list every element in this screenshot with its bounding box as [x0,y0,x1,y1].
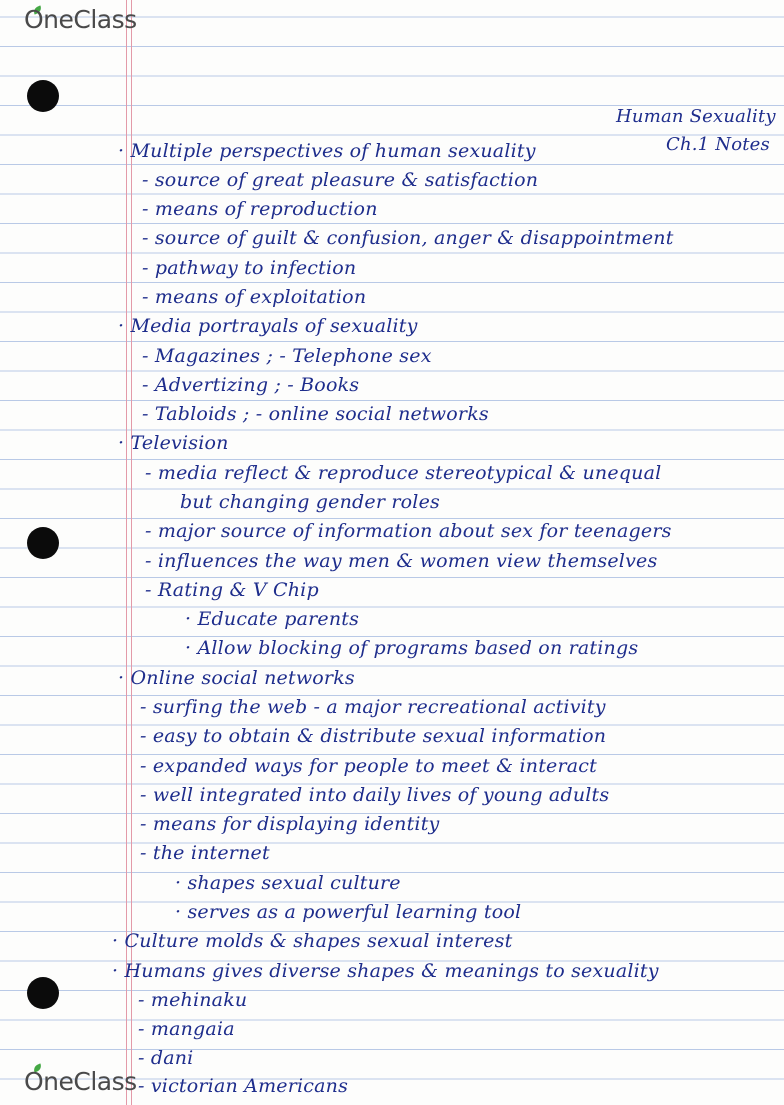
note-line-17: · Educate parents [185,608,360,630]
note-line-25: - the internet [140,842,270,864]
note-line-18: · Allow blocking of programs based on ratings [185,637,639,659]
note-line-9: - Advertizing ; - Books [142,374,360,396]
oneclass-logo: OneClass [24,5,137,34]
note-line-4: - source of guilt & confusion, anger & disappointment [142,227,674,249]
note-line-2: - source of great pleasure & satisfaction [142,169,539,191]
note-line-6: - means of exploitation [142,286,367,308]
note-line-30: - mehinaku [138,989,248,1011]
note-line-3: - means of reproduction [142,198,378,220]
note-line-10: - Tabloids ; - online social networks [142,403,489,425]
note-line-19: · Online social networks [118,667,355,689]
note-line-24: - means for displaying identity [140,813,440,835]
note-line-8: - Magazines ; - Telephone sex [142,345,432,367]
note-line-15: - influences the way men & women view themselves [145,550,658,572]
header-course: Human Sexuality [616,106,776,127]
binder-hole-middle [27,527,59,559]
note-line-1: · Multiple perspectives of human sexuality [118,140,536,162]
note-line-21: - easy to obtain & distribute sexual information [140,725,607,747]
note-line-20: - surfing the web - a major recreational activity [140,696,606,718]
note-line-26: · shapes sexual culture [175,872,401,894]
note-line-7: · Media portrayals of sexuality [118,315,418,337]
note-line-5: - pathway to infection [142,257,357,279]
note-line-11: · Television [118,432,229,454]
note-line-31: - mangaia [138,1018,235,1040]
note-line-29: · Humans gives diverse shapes & meanings to sexuality [112,960,659,982]
note-line-22: - expanded ways for people to meet & interact [140,755,597,777]
note-line-27: · serves as a powerful learning tool [175,901,522,923]
note-line-16: - Rating & V Chip [145,579,319,601]
note-line-14: - major source of information about sex for teenagers [145,520,672,542]
note-line-28: · Culture molds & shapes sexual interest [112,930,513,952]
note-line-32: - dani [138,1047,194,1069]
binder-hole-bottom [27,977,59,1009]
note-line-33: - victorian Americans [138,1075,349,1097]
note-line-13: but changing gender roles [180,491,440,513]
binder-hole-top [27,80,59,112]
header-section: Ch.1 Notes [666,134,770,155]
note-line-12: - media reflect & reproduce stereotypical & unequal [145,462,662,484]
oneclass-logo-footer: OneClass [24,1067,137,1096]
note-line-23: - well integrated into daily lives of young adults [140,784,610,806]
